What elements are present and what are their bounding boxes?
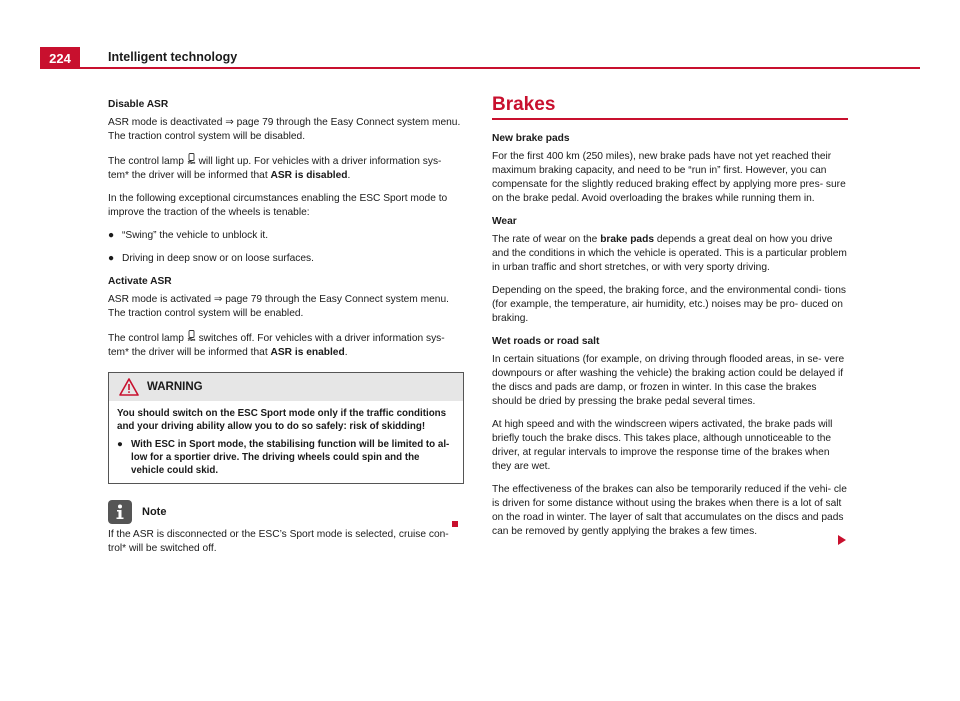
wet-roads-text: In certain situations (for example, on driving through flooded areas, in se- vere downpours or after washing the vehicle) the braking action could be delayed if the discs and pads are damp, or frozen in winter. In this case the brakes should be dried by pressing the brake pedal several times. <box>492 354 845 407</box>
new-brake-pads-heading: New brake pads <box>492 133 570 144</box>
list-item <box>108 229 464 243</box>
exceptional-circumstances-text: In the following exceptional circumstances enabling the ESC Sport mode to improve the traction of the wheels is tenable: <box>108 193 448 218</box>
disable-asr-heading: Disable ASR <box>108 99 169 110</box>
left-column <box>108 98 464 565</box>
traction-control-lamp-icon <box>187 330 196 341</box>
activate-asr-heading: Activate ASR <box>108 276 172 287</box>
note-title: Note <box>142 506 167 518</box>
asr-disabled-message: ASR is disabled <box>270 170 348 181</box>
warning-body <box>109 401 463 483</box>
bullet-icon: ● <box>117 439 123 450</box>
right-column <box>492 94 848 548</box>
lamp-text-before: The control lamp <box>108 333 184 344</box>
list-item-text: Driving in deep snow or on loose surfaces. <box>122 253 314 264</box>
note-text: If the ASR is disconnected or the ESC’s Sport mode is selected, cruise con- trol* will be switched off. <box>108 529 449 554</box>
bullet-icon: ● <box>108 230 115 241</box>
new-brake-pads-text: For the first 400 km (250 miles), new brake pads have not yet reached their maximum braking capacity, and need to be “run in” first. However, you can compensate for the slightly reduced braking effect by applying more pres- sure on the brake pedal. Avoid overloading the brakes while running them in. <box>492 151 846 204</box>
traction-control-lamp-icon <box>187 153 196 164</box>
activate-asr-text: ASR mode is activated ⇒ page 79 through the Easy Connect system menu. The traction control system will be enabled. <box>108 294 449 319</box>
warning-bullet-text: With ESC in Sport mode, the stabilising function will be limited to al- low for a sportier drive. The driving wheels could spin and the vehicle could skid. <box>131 439 450 476</box>
brake-pads-term: brake pads <box>600 234 654 245</box>
disable-asr-lamp-text: The control lamp will light up. For vehicles with a driver information sys- tem* the driver will be informed that ASR is disabled. <box>108 153 464 183</box>
road-salt-text: The effectiveness of the brakes can also be temporarily reduced if the vehi- cle is driven for some distance without using the brakes when there is a lot of salt on the road in winter. The layer of salt that accumulates on the discs and pads can be removed by gently applying the brakes a few times. <box>492 484 847 537</box>
wear-text <box>492 233 848 275</box>
wear-heading: Wear <box>492 216 517 227</box>
wet-roads-heading: Wet roads or road salt <box>492 336 600 347</box>
lamp-text-after: will light up. For vehicles with a driver information sys- tem* the driver will be informed that <box>108 156 442 181</box>
wear-text-before: The rate of wear on the <box>492 234 598 245</box>
activate-asr-lamp-text: The control lamp switches off. For vehicles with a driver information sys- tem* the driver will be informed that ASR is enabled. <box>108 330 464 360</box>
wear-noise-text: Depending on the speed, the braking force, and the environmental condi- tions (for example, the temperature, air humidity, etc.) noises may be pro- duced on braking. <box>492 285 846 324</box>
list-item <box>108 252 464 266</box>
list-item-text: “Swing” the vehicle to unblock it. <box>122 230 269 241</box>
warning-text: You should switch on the ESC Sport mode only if the traffic conditions and your driving ability allow you to do so safely: risk of skidding! <box>117 408 447 432</box>
continue-arrow-icon <box>838 535 846 545</box>
header-divider <box>40 67 920 69</box>
lamp-text-before: The control lamp <box>108 156 184 167</box>
bullet-icon: ● <box>108 253 115 264</box>
lamp-text-after: switches off. For vehicles with a driver information sys- tem* the driver will be informed that <box>108 333 445 358</box>
wipers-text: At high speed and with the windscreen wipers activated, the brake pads will briefly touch the brake discs. This takes place, although unnoticeable to the driver, at regular intervals to improve the response time of the brakes when they are wet. <box>492 419 833 472</box>
wear-text-after: depends a great deal on how you drive and the conditions in which the vehicle is operated. This is a particular problem in urban traffic and short stretches, or with very sporty driving. <box>492 234 847 273</box>
brakes-divider <box>492 118 848 120</box>
page-number: 224 <box>40 47 80 69</box>
warning-title: WARNING <box>147 381 203 393</box>
warning-header <box>109 373 463 401</box>
asr-enabled-message: ASR is enabled <box>270 347 345 358</box>
warning-triangle-icon <box>119 378 139 396</box>
list-item <box>117 438 455 477</box>
disable-asr-text: ASR mode is deactivated ⇒ page 79 through the Easy Connect system menu. The traction control system will be disabled. <box>108 117 461 142</box>
warning-box <box>108 372 464 484</box>
end-of-section-marker <box>452 521 458 527</box>
info-icon <box>108 500 132 524</box>
note-header <box>108 500 464 524</box>
section-title: Intelligent technology <box>108 50 238 64</box>
brakes-title: Brakes <box>492 94 556 115</box>
